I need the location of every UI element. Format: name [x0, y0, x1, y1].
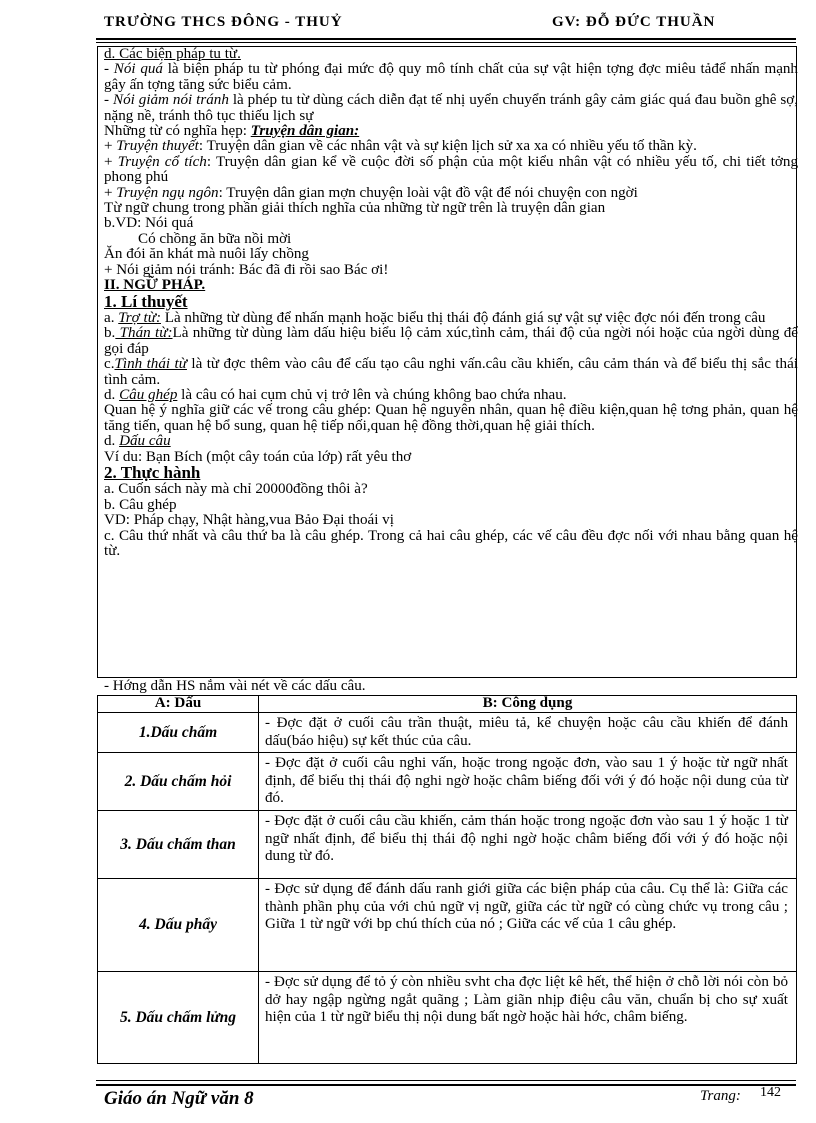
punctuation-usage: - Đợc sử dụng để tỏ ý còn nhiều svht cha đợc liệt kê hết, thể hiện ở chỗ lời nói còn bỏ dở hay ngập ngừng ngắt quãng ; Làm giãn nhịp điệu câu văn, chuẩn bị cho sự xuất hiện của 1 từ ngữ biểu thị nội dung bất ngờ hoặc hài hớc, châm biếng.: [259, 971, 797, 1063]
tu-ngu-chung-line: Từ ngữ chung trong phần giải thích nghĩa của những từ ngữ trên là truyện dân gian: [104, 200, 606, 217]
table-row: [98, 713, 797, 753]
thuc-hanh-b: b. Câu ghép: [104, 496, 177, 513]
footer-rule-thin: [96, 1080, 796, 1081]
punctuation-name: 2. Dấu chấm hỏi: [98, 753, 259, 811]
tro-tu-line: a. Trợ từ: Là những từ dùng để nhấn mạnh hoặc biểu thị thái độ đánh giá sự vật sự việc đợc nói đến trong câu: [104, 309, 766, 326]
thuc-hanh-heading: 2. Thực hành: [104, 462, 201, 482]
noi-giam-paragraph: - Nói giảm nói tránh là phép tu từ dùng cách diễn đạt tế nhị uyển chuyển tránh gây cảm giác quá đau buồn ghê sợ, nặng nề, tránh thô tục thiếu lịch sự: [104, 92, 799, 124]
noi-qua-paragraph: - Nói quá là biện pháp tu từ phóng đại mức độ quy mô tính chất của sự vật hiện tợng đợc miêu tảđể nhấn mạnh gây ấn tợng tăng sức biểu cảm.: [104, 61, 798, 93]
truyen-thuyet-line: + Truyện thuyết: Truyện dân gian về các nhân vật và sự kiện lịch sử xa xa có nhiều yếu tố thần kỳ.: [104, 138, 697, 155]
footer-rule: [96, 1084, 796, 1086]
footer-title: Giáo án Ngữ văn 8: [104, 1088, 254, 1109]
table-row: [98, 971, 797, 1063]
punctuation-usage: - Đợc đặt ở cuối câu cầu khiến, cảm thán hoặc trong ngoặc đơn vào sau 1 ý hoặc 1 từ ngữ nhất định, để biểu thị thái độ nghi ngờ hoặc châm biếng đối với ý đó hoặc nội dung từ đó.: [259, 810, 797, 878]
vd-noi-giam: + Nói giảm nói tránh: Bác đã đi rồi sao Bác ơi!: [104, 261, 389, 278]
punctuation-usage: - Đợc sử dụng để đánh dấu ranh giới giữa các biện pháp của câu. Cụ thể là: Giữa các thành phần phụ của với chủ ngữ vị ngữ, giữa các từ ngữ có cùng chức vụ trong câu ; Giữa 1 từ ngữ với bp chú thích của nó ; Giữa các vế của 1 câu ghép.: [259, 878, 797, 971]
quan-he-line: Quan hệ ý nghĩa giữ các vế trong câu ghép: Quan hệ nguyên nhân, quan hệ điều kiện,quan hệ tơng phản, quan hệ tăng tiến, quan hệ bổ sung, quan hệ tiếp nối,quan hệ đồng thời,quan hệ giải thích.: [104, 402, 798, 434]
page-number: 142: [760, 1085, 781, 1100]
thuc-hanh-vd: VD: Pháp chạy, Nhật hàng,vua Bảo Đại thoái vị: [104, 512, 394, 529]
nghia-hep-line: Những từ có nghĩa hẹp: Truyện dân gian:: [104, 123, 360, 140]
page-header: [104, 10, 794, 36]
lesson-content: [104, 47, 798, 559]
school-name: TRƯỜNG THCS ĐÔNG - THUỶ: [104, 14, 343, 30]
table-row: [98, 878, 797, 971]
header-rule-thin: [96, 42, 796, 43]
vd-line-2: Ăn đói ăn khát mà nuôi lấy chồng: [104, 246, 309, 263]
punctuation-name: 3. Dấu chấm than: [98, 810, 259, 878]
vd-noi-qua: b.VD: Nói quá: [104, 215, 194, 232]
cau-ghep-line: d. Câu ghép là câu có hai cụm chủ vị trở lên và chúng không bao chứa nhau.: [104, 386, 567, 403]
than-tu-line: b. Thán từ:Là những từ dùng làm dấu hiệu biểu lộ cảm xúc,tình cảm, thái độ của ngời nói hoặc của ngời dùng để gọi đáp: [104, 325, 798, 357]
section-d-heading: d. Các biện pháp tu từ.: [104, 46, 241, 62]
thuc-hanh-a: a. Cuốn sách này mà chỉ 20000đồng thôi à?: [104, 481, 368, 498]
ngu-ngon-line: + Truyện ngụ ngôn: Truyện dân gian mợn chuyện loài vật đồ vật để nói chuyện con ngời: [104, 184, 638, 201]
punctuation-table: [97, 695, 797, 1064]
col-b-header: B: Công dụng: [259, 696, 797, 713]
guide-line: - Hớng dẫn HS nắm vài nét về các dấu câu.: [104, 678, 366, 694]
tinh-thai-tu-line: c.Tình thái từ là từ đợc thêm vào câu để cấu tạo câu nghi vấn.câu cầu khiến, câu cảm thán và để biểu thị sắc thái tình cảm.: [104, 356, 798, 388]
punctuation-name: 1.Dấu chấm: [98, 713, 259, 753]
co-tich-line: + Truyện cổ tích: Truyện dân gian kể về cuộc đời số phận của một kiểu nhân vật có nhiều yếu tố, chi tiết tởng phong phú: [104, 153, 798, 186]
punctuation-name: 5. Dấu chấm lửng: [98, 971, 259, 1063]
vd-line-1: Có chồng ăn bữa nồi mời: [138, 230, 292, 247]
table-row: [98, 810, 797, 878]
vi-du-line: Ví du: Bạn Bích (một cây toán của lớp) rất yêu thơ: [104, 448, 412, 465]
punctuation-usage: - Đợc đặt ở cuối câu nghi vấn, hoặc trong ngoặc đơn, vào sau 1 ý hoặc từ ngữ nhất định, để biểu thị thái độ nghi ngờ hoặc châm biếng đối với ý đó hoặc nội dung của từ đó.: [259, 753, 797, 811]
teacher-name: GV: ĐỖ ĐỨC THUẦN: [552, 14, 716, 30]
punctuation-usage: - Đợc đặt ở cuối câu trần thuật, miêu tả, kể chuyện hoặc câu cầu khiến để đánh dấu(báo hiệu) sự kết thúc của câu.: [259, 713, 797, 753]
header-rule: [96, 38, 796, 40]
ngu-phap-heading: II. NGỮ PHÁP.: [104, 277, 206, 294]
table-row: [98, 753, 797, 811]
punctuation-name: 4. Dấu phẩy: [98, 878, 259, 971]
footer-page-label: Trang:: [700, 1088, 741, 1104]
dau-cau-line: d. Dấu câu: [104, 433, 171, 450]
table-header-row: [98, 696, 797, 713]
col-a-header: A: Dấu: [98, 696, 259, 713]
ly-thuyet-heading: 1. Lí thuyết: [104, 291, 188, 311]
thuc-hanh-c: c. Câu thứ nhất và câu thứ ba là câu ghép. Trong cả hai câu ghép, các vế câu đều đợc nối với nhau bằng quan hệ từ.: [104, 527, 798, 559]
